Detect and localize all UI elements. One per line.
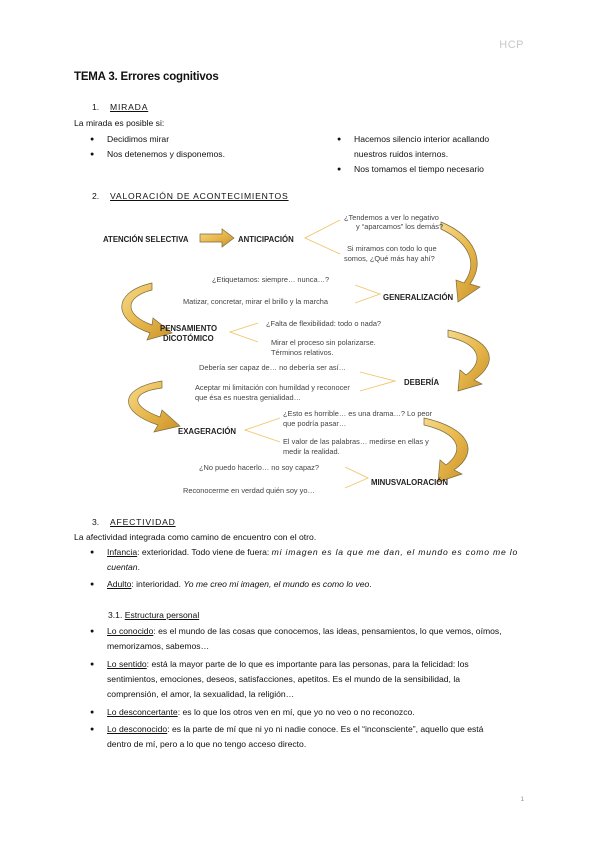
section-3-heading [92, 515, 176, 530]
text-desconocido: : es la parte de mí que ni yo ni nadie conoce. Es el “inconsciente”, aquello que está [167, 724, 484, 734]
diagram-text: ¿Etiquetamos: siempre… nunca…? [212, 275, 330, 284]
list-item-line: nuestros ruidos internos. [354, 149, 449, 159]
list-item-conocido [90, 624, 526, 654]
text-desconocido-2: dentro de mí, pero a lo que no tengo acceso directo. [107, 739, 307, 749]
label-atencion-selectiva: ATENCIÓN SELECTIVA [103, 235, 189, 244]
text-desconcertante: : es lo que los otros ven en mí, que yo no veo o no reconozco. [177, 707, 415, 717]
italic-infancia: mi imagen es la que me dan, el mundo es como me lo [271, 547, 519, 557]
text-conocido: : es el mundo de las cosas que conocemos, las ideas, pensamientos, lo que vemos, oímos, [153, 626, 502, 636]
page-number: 1 [520, 797, 524, 803]
label-pensamiento: PENSAMIENTO [160, 324, 218, 333]
section-2-number: 2. [92, 191, 100, 201]
section-2-title: VALORACIÓN DE ACONTECIMIENTOS [110, 191, 289, 201]
section-1-number: 1. [92, 102, 100, 112]
right-arrow-icon [200, 229, 234, 247]
term-desconcertante: Lo desconcertante [107, 707, 178, 717]
text-sentido: : está la mayor parte de lo que es importante para las personas, para la felicidad: los [146, 659, 469, 669]
connector-line [305, 220, 340, 254]
section-1-intro: La mirada es posible si: [74, 118, 165, 128]
diagram-text: y “aparcamos” los demás? [356, 222, 444, 231]
connector-line [355, 285, 380, 303]
section-3-number: 3. [92, 517, 100, 527]
diagram-text: Aceptar mi limitación con humildad y reconocer [195, 383, 350, 392]
list-item-text [107, 624, 502, 654]
bullet-icon: ● [90, 549, 95, 556]
curved-arrow-icon [128, 381, 180, 432]
diagram-text: Matizar, concretar, mirar el brillo y la marcha [183, 297, 328, 306]
section-3-intro: La afectividad integrada como camino de encuentro con el otro. [74, 532, 317, 542]
section-3-list [90, 545, 530, 592]
curved-arrow-icon [448, 330, 489, 391]
diagram-text: Términos relativos. [271, 348, 334, 357]
label-anticipacion: ANTICIPACIÓN [238, 235, 294, 244]
diagram-text: Reconocerme en verdad quién soy yo… [183, 486, 315, 495]
term-adulto: Adulto [107, 579, 132, 589]
page-title: TEMA 3. Errores cognitivos [74, 71, 219, 83]
bullet-icon: ● [90, 726, 95, 733]
list-item-infancia [90, 545, 530, 575]
term-sentido: Lo sentido [107, 659, 147, 669]
diagram-text: que podría pasar… [283, 419, 347, 428]
diagram-text: medir la realidad. [283, 447, 340, 456]
curved-arrow-icon [441, 222, 480, 302]
list-item-adulto [90, 577, 530, 592]
subsection-number: 3.1. [108, 610, 123, 620]
section-1-title: MIRADA [110, 102, 149, 112]
label-generalizacion: GENERALIZACIÓN [383, 293, 454, 302]
list-item-text: Nos detenemos y disponemos. [107, 149, 225, 159]
text-sentido-3: comprensión, el amor, la sexualidad, la religión… [107, 689, 295, 699]
diagram-text: ¿Esto es horrible… es una drama…? Lo peor [283, 409, 433, 418]
list-item-text [107, 657, 469, 702]
bullet-icon: ● [90, 581, 95, 588]
subsection-title: Estructura personal [124, 610, 200, 620]
diagram-text: Mirar el proceso sin polarizarse. [271, 338, 376, 347]
bullet-icon: ● [90, 151, 95, 158]
bullet-icon: ● [90, 709, 95, 716]
label-deberia: DEBERÍA [404, 378, 440, 387]
list-item-text: Nos tomamos el tiempo necesario [354, 164, 484, 174]
connector-line [245, 418, 280, 442]
italic-infancia-2: cuentan [107, 562, 138, 572]
bullet-icon: ● [90, 136, 95, 143]
bullet-icon: ● [337, 166, 342, 173]
connector-line [360, 372, 395, 391]
list-item-sentido [90, 657, 526, 702]
list-item-line: Hacemos silencio interior acallando [354, 134, 490, 144]
term-desconocido: Lo desconocido [107, 724, 168, 734]
term-infancia: Infancia [107, 547, 138, 557]
diagram-text: Si miramos con todo lo que [347, 244, 437, 253]
diagram-text: ¿Tendemos a ver lo negativo [344, 213, 439, 222]
list-item-text [107, 705, 415, 720]
text-adulto: : interioridad. [131, 579, 184, 589]
header-mark: HCP [499, 39, 524, 51]
label-minusvaloracion: MINUSVALORACIÓN [371, 478, 448, 487]
diagram-text: ¿No puedo hacerlo… no soy capaz? [199, 463, 319, 472]
diagram-text: Debería ser capaz de… no debería ser así… [199, 363, 347, 372]
list-item-text [107, 722, 483, 752]
text-infancia: : exterioridad. Todo viene de fuera: [137, 547, 272, 557]
bullet-icon: ● [90, 628, 95, 635]
bullet-icon: ● [337, 136, 342, 143]
section-3-title: AFECTIVIDAD [110, 517, 176, 527]
diagram-text: somos, ¿Qué más hay ahí? [344, 254, 435, 263]
diagram-text: ¿Falta de flexibilidad: todo o nada? [266, 319, 382, 328]
list-item-desconcertante [90, 705, 526, 720]
bullet-icon: ● [90, 661, 95, 668]
diagram-text: El valor de las palabras… medirse en ellas y [283, 437, 429, 446]
estructura-list [90, 624, 526, 752]
list-item-text: Adulto: interioridad. Yo me creo mi imagen, el mundo es como lo veo. [107, 579, 372, 589]
curved-arrow-icon [424, 418, 468, 482]
label-exageracion: EXAGERACIÓN [178, 427, 237, 436]
subsection-heading [108, 608, 199, 623]
connector-line [230, 323, 258, 342]
term-conocido: Lo conocido [107, 626, 154, 636]
connector-line [345, 467, 368, 488]
diagram-text: que ésa es nuestra genialidad… [195, 393, 302, 402]
text-conocido-2: memorizamos, sabemos… [107, 641, 210, 651]
text-sentido-2: sentimientos, emociones, deseos, satisfacciones, apetitos. Es el mundo de la sensibilidad, la [107, 674, 461, 684]
list-item-desconocido [90, 722, 526, 752]
italic-adulto: Yo me creo mi imagen, el mundo es como lo veo [183, 579, 370, 589]
label-dicotomico: DICOTÓMICO [163, 334, 214, 343]
list-item-text: Infancia: exterioridad. Todo viene de fuera: mi imagen es la que me dan, el mundo es como me lo cuentan. [107, 547, 519, 572]
list-item-text: Decidimos mirar [107, 134, 170, 144]
